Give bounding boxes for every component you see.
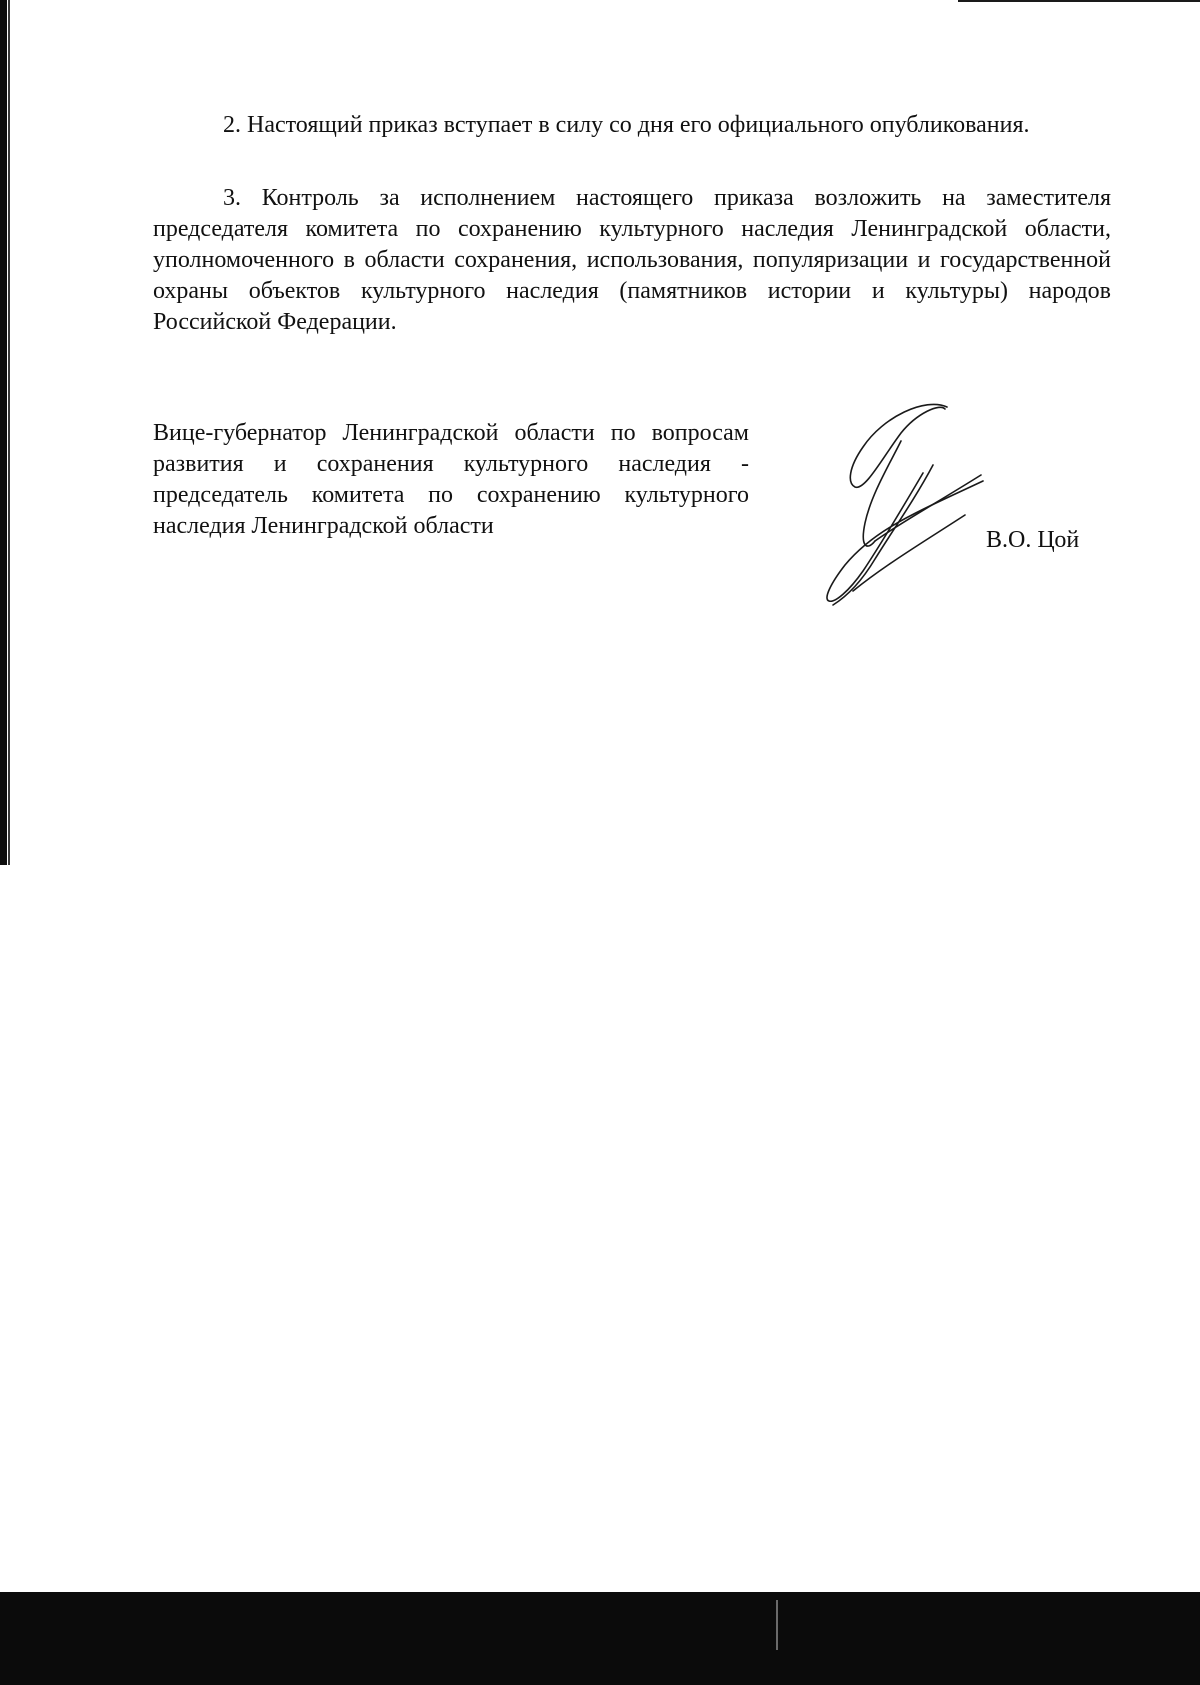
- scan-top-edge: [958, 0, 1200, 2]
- order-paragraph-2-text: 2. Настоящий приказ вступает в силу со дня его официального опубликования.: [223, 112, 1030, 138]
- scan-left-border: [0, 0, 7, 865]
- scan-left-border-edge: [8, 0, 10, 865]
- order-paragraph-2: [153, 110, 1111, 141]
- handwritten-signature-icon: [805, 395, 1005, 610]
- signer-name: В.О. Цой: [986, 527, 1080, 553]
- signer-title: Вице-губернатор Ленинградской области по вопросам развития и сохранения культурного наследия - председатель комитета по сохранению культурного наследия Ленинградской области: [153, 420, 749, 539]
- order-paragraph-3: [153, 183, 1111, 338]
- order-paragraph-3-text: 3. Контроль за исполнением настоящего приказа возложить на заместителя председателя комитета по сохранению культурного наследия Ленинградской области, уполномоченного в области сохранения, использования, популяризации и государственной охраны объектов культурного наследия (памятников истории и культуры) народов Российской Федерации.: [153, 185, 1111, 335]
- scan-bottom-border: [0, 1592, 1200, 1685]
- scan-bottom-artifact: [776, 1600, 778, 1650]
